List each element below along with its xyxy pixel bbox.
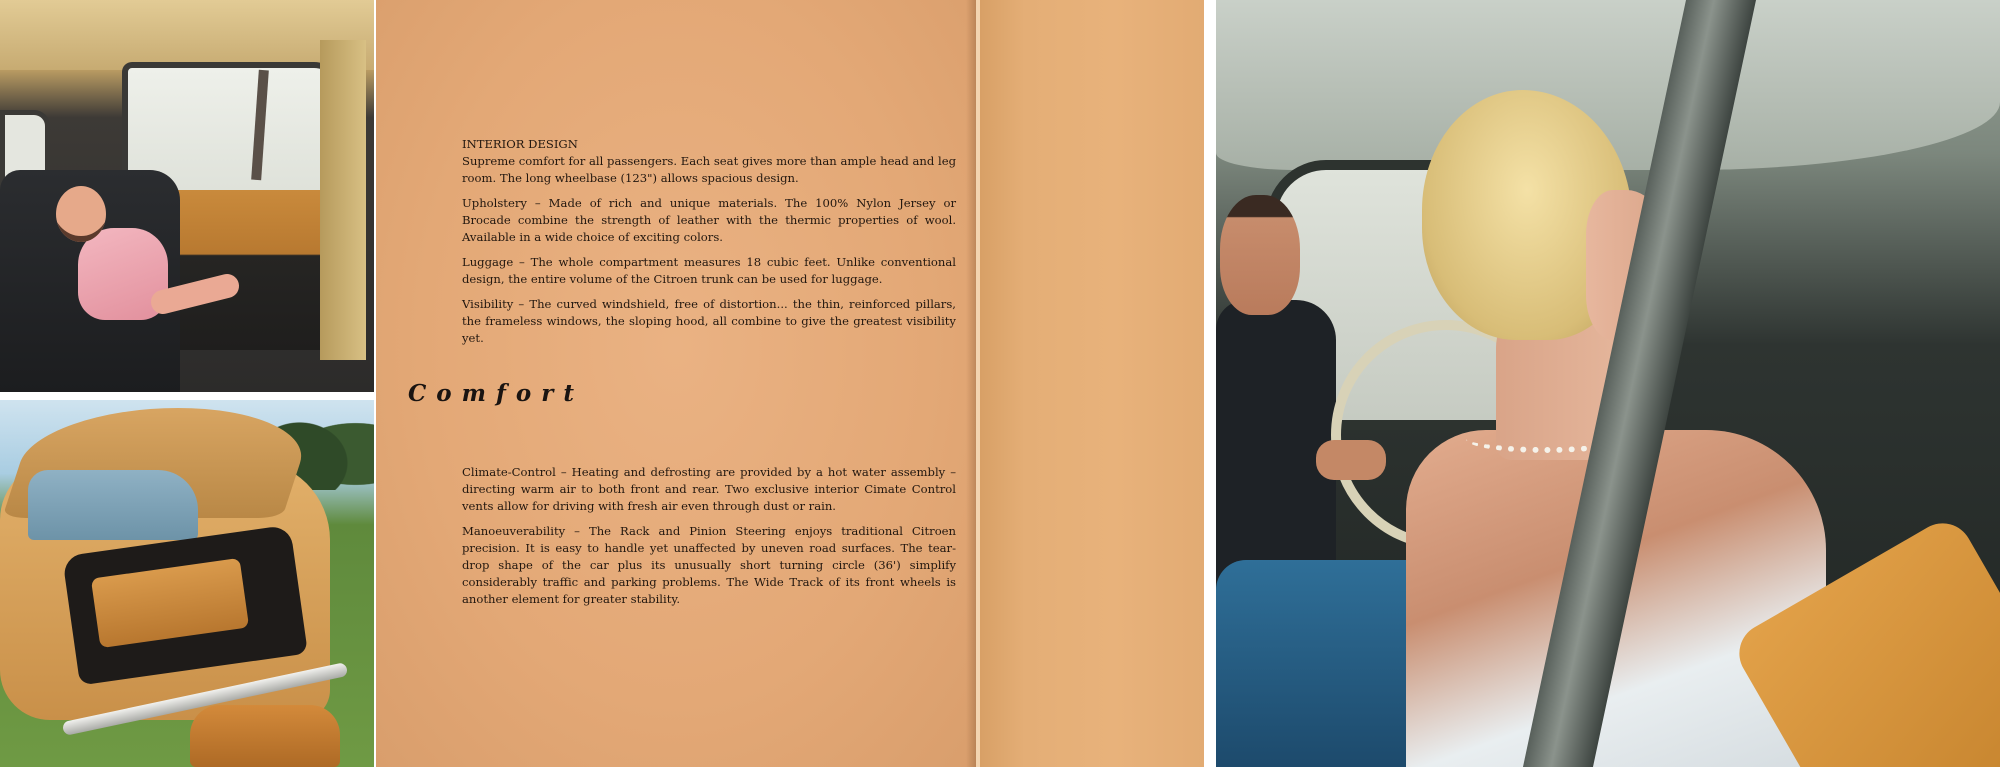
car-interior-baby-photo xyxy=(0,0,374,392)
manoeuverability-paragraph xyxy=(462,523,956,608)
luggage-text: – The whole compartment measures 18 cubic feet. Unlike conventional design, the entire volume of the Citroen trunk can be used for luggage. xyxy=(462,255,956,286)
upholstery-paragraph xyxy=(462,195,956,246)
comfort-section-title: Comfort xyxy=(408,380,584,407)
visibility-text: – The curved windshield, free of distortion... the thin, reinforced pillars, the frameless windows, the sloping hood, all combine to give the greatest visibility yet. xyxy=(462,297,956,345)
driver-head xyxy=(1220,195,1300,315)
car-roof-lining xyxy=(0,0,374,70)
climate-control-label: Climate-Control xyxy=(462,465,556,479)
visibility-label: Visibility xyxy=(462,297,514,311)
interior-design-heading: INTERIOR DESIGN xyxy=(462,137,578,151)
lower-text-block xyxy=(462,464,956,616)
upholstery-text: – Made of rich and unique materials. The 100% Nylon Jersey or Brocade combine the strength of leather with the thermic properties of wool. Available in a wide choice of exciting colors. xyxy=(462,196,956,244)
couple-driving-photo xyxy=(1216,0,2000,767)
visibility-paragraph xyxy=(462,296,956,347)
leather-bag xyxy=(190,705,340,767)
driver-hand xyxy=(1316,440,1386,480)
door-pillar xyxy=(320,40,366,360)
baby-head xyxy=(56,186,106,242)
interior-design-text: Supreme comfort for all passengers. Each seat gives more than ample head and leg room. The long wheelbase (123") allows spacious design. xyxy=(462,154,956,185)
climate-control-text: – Heating and defrosting are provided by a hot water assembly – directing warm air to both front and rear. Two exclusive interior Cimate Control vents allow for driving with fresh air even through dust or rain. xyxy=(462,465,956,513)
interior-design-paragraph xyxy=(462,136,956,187)
open-trunk-luggage-photo xyxy=(0,400,374,767)
upper-text-block xyxy=(462,136,956,355)
manoeuverability-label: Manoeuverability xyxy=(462,524,566,538)
blank-page-flap xyxy=(980,0,1204,767)
page-gutter xyxy=(966,0,976,767)
upholstery-label: Upholstery xyxy=(462,196,527,210)
luggage-paragraph xyxy=(462,254,956,288)
climate-control-paragraph xyxy=(462,464,956,515)
manoeuverability-text: – The Rack and Pinion Steering enjoys traditional Citroen precision. It is easy to handle yet unaffected by uneven road surfaces. The tear-drop shape of the car plus its unusually short turning circle (36') simplify considerably traffic and parking problems. The Wide Track of its front wheels is another element for greater stability. xyxy=(462,524,956,606)
luggage-label: Luggage xyxy=(462,255,514,269)
text-page xyxy=(376,0,976,767)
rear-window xyxy=(28,470,198,540)
